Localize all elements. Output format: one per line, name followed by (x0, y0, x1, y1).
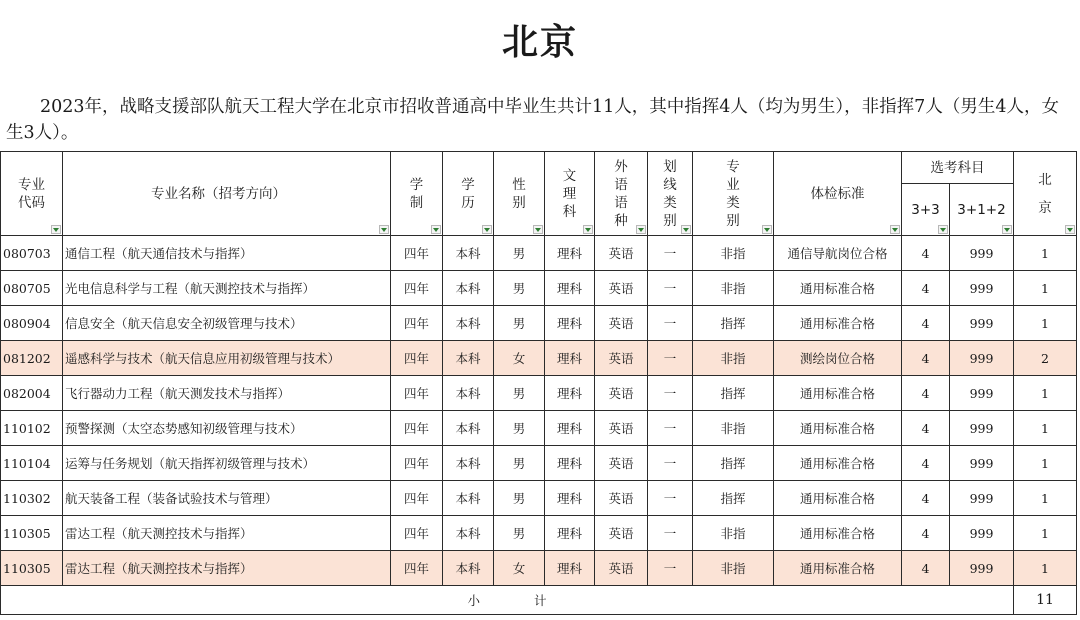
cell-code: 080904 (1, 306, 63, 341)
table-row (1, 551, 1077, 586)
cell-count: 1 (1014, 306, 1077, 341)
cell-code: 110102 (1, 411, 63, 446)
cell-gender: 女 (494, 341, 545, 376)
cell-count: 1 (1014, 271, 1077, 306)
cell-count: 1 (1014, 516, 1077, 551)
cell-count: 1 (1014, 236, 1077, 271)
cell-degree: 本科 (443, 446, 494, 481)
cell-line-type: 一 (648, 446, 693, 481)
page-title: 北京 (501, 22, 578, 63)
cell-length: 四年 (391, 271, 443, 306)
cell-gender: 女 (494, 551, 545, 586)
cell-health-standard: 通用标准合格 (774, 376, 902, 411)
admissions-table (0, 151, 1077, 615)
cell-degree: 本科 (443, 376, 494, 411)
cell-language: 英语 (595, 306, 648, 341)
cell-major-type: 指挥 (693, 446, 774, 481)
cell-3-1-2: 999 (950, 411, 1014, 446)
cell-language: 英语 (595, 481, 648, 516)
cell-length: 四年 (391, 376, 443, 411)
cell-count: 1 (1014, 411, 1077, 446)
cell-major-name: 预警探测（太空态势感知初级管理与技术） (63, 411, 391, 446)
cell-major-type: 非指 (693, 551, 774, 586)
cell-3-1-2: 999 (950, 481, 1014, 516)
cell-major-type: 非指 (693, 271, 774, 306)
cell-line-type: 一 (648, 481, 693, 516)
table-row (1, 411, 1077, 446)
cell-gender: 男 (494, 236, 545, 271)
cell-count: 1 (1014, 481, 1077, 516)
cell-health-standard: 通用标准合格 (774, 446, 902, 481)
cell-3-3: 4 (902, 236, 950, 271)
cell-count: 1 (1014, 551, 1077, 586)
cell-line-type: 一 (648, 376, 693, 411)
cell-length: 四年 (391, 341, 443, 376)
table-row (1, 236, 1077, 271)
cell-degree: 本科 (443, 271, 494, 306)
filter-dropdown-icon[interactable] (583, 225, 593, 234)
cell-language: 英语 (595, 376, 648, 411)
filter-dropdown-icon[interactable] (379, 225, 389, 234)
cell-code: 110305 (1, 551, 63, 586)
table-row (1, 306, 1077, 341)
cell-major-type: 指挥 (693, 376, 774, 411)
filter-dropdown-icon[interactable] (636, 225, 646, 234)
cell-count: 2 (1014, 341, 1077, 376)
cell-health-standard: 通用标准合格 (774, 411, 902, 446)
subtotal-row (1, 586, 1077, 615)
cell-3-1-2: 999 (950, 551, 1014, 586)
cell-3-1-2: 999 (950, 341, 1014, 376)
cell-degree: 本科 (443, 551, 494, 586)
header-subjects: 选考科目 (902, 152, 1014, 184)
filter-dropdown-icon[interactable] (533, 225, 543, 234)
cell-gender: 男 (494, 306, 545, 341)
cell-line-type: 一 (648, 306, 693, 341)
cell-3-3: 4 (902, 306, 950, 341)
header-3-1-2: 3+1+2 (950, 184, 1014, 236)
subtotal-label: 小 计 (1, 586, 1014, 615)
cell-length: 四年 (391, 551, 443, 586)
cell-line-type: 一 (648, 516, 693, 551)
cell-gender: 男 (494, 481, 545, 516)
subtotal-total: 11 (1014, 586, 1077, 615)
table-row (1, 341, 1077, 376)
cell-track: 理科 (545, 271, 595, 306)
header-count: 北京 (1014, 152, 1077, 236)
cell-health-standard: 通信导航岗位合格 (774, 236, 902, 271)
cell-track: 理科 (545, 411, 595, 446)
cell-language: 英语 (595, 516, 648, 551)
cell-length: 四年 (391, 411, 443, 446)
cell-major-name: 信息安全（航天信息安全初级管理与技术） (63, 306, 391, 341)
cell-major-name: 光电信息科学与工程（航天测控技术与指挥） (63, 271, 391, 306)
filter-dropdown-icon[interactable] (51, 225, 61, 234)
cell-3-3: 4 (902, 341, 950, 376)
filter-dropdown-icon[interactable] (482, 225, 492, 234)
cell-track: 理科 (545, 376, 595, 411)
cell-3-3: 4 (902, 551, 950, 586)
cell-language: 英语 (595, 551, 648, 586)
header-major-type: 专业类别 (693, 152, 774, 236)
cell-degree: 本科 (443, 516, 494, 551)
header-gender: 性别 (494, 152, 545, 236)
cell-degree: 本科 (443, 481, 494, 516)
cell-line-type: 一 (648, 411, 693, 446)
cell-language: 英语 (595, 446, 648, 481)
cell-3-3: 4 (902, 411, 950, 446)
table-row (1, 376, 1077, 411)
filter-dropdown-icon[interactable] (762, 225, 772, 234)
filter-dropdown-icon[interactable] (1065, 225, 1075, 234)
cell-track: 理科 (545, 481, 595, 516)
filter-dropdown-icon[interactable] (681, 225, 691, 234)
cell-gender: 男 (494, 446, 545, 481)
header-track: 文理科 (545, 152, 595, 236)
cell-code: 082004 (1, 376, 63, 411)
cell-3-1-2: 999 (950, 516, 1014, 551)
cell-line-type: 一 (648, 551, 693, 586)
cell-major-name: 运筹与任务规划（航天指挥初级管理与技术） (63, 446, 391, 481)
filter-dropdown-icon[interactable] (431, 225, 441, 234)
cell-gender: 男 (494, 411, 545, 446)
intro-paragraph: 2023年，战略支援部队航天工程大学在北京市招收普通高中毕业生共计11人，其中指挥4人（均为男生），非指挥7人（男生4人，女生3人）。 (6, 97, 1059, 143)
cell-gender: 男 (494, 516, 545, 551)
cell-health-standard: 通用标准合格 (774, 516, 902, 551)
cell-code: 110302 (1, 481, 63, 516)
cell-gender: 男 (494, 376, 545, 411)
cell-length: 四年 (391, 446, 443, 481)
cell-3-3: 4 (902, 376, 950, 411)
header-length: 学制 (391, 152, 443, 236)
cell-health-standard: 通用标准合格 (774, 481, 902, 516)
cell-major-type: 指挥 (693, 306, 774, 341)
cell-major-name: 飞行器动力工程（航天测发技术与指挥） (63, 376, 391, 411)
cell-3-3: 4 (902, 446, 950, 481)
cell-code: 110305 (1, 516, 63, 551)
cell-degree: 本科 (443, 411, 494, 446)
cell-language: 英语 (595, 271, 648, 306)
cell-language: 英语 (595, 341, 648, 376)
header-health: 体检标准 (774, 152, 902, 236)
cell-length: 四年 (391, 306, 443, 341)
table-row (1, 516, 1077, 551)
cell-3-1-2: 999 (950, 306, 1014, 341)
table-row (1, 271, 1077, 306)
cell-major-name: 航天装备工程（装备试验技术与管理） (63, 481, 391, 516)
cell-3-1-2: 999 (950, 446, 1014, 481)
cell-major-name: 雷达工程（航天测控技术与指挥） (63, 551, 391, 586)
cell-3-1-2: 999 (950, 236, 1014, 271)
cell-track: 理科 (545, 516, 595, 551)
cell-count: 1 (1014, 446, 1077, 481)
header-degree: 学历 (443, 152, 494, 236)
cell-track: 理科 (545, 341, 595, 376)
cell-line-type: 一 (648, 341, 693, 376)
cell-track: 理科 (545, 236, 595, 271)
cell-code: 081202 (1, 341, 63, 376)
table-row (1, 481, 1077, 516)
cell-length: 四年 (391, 481, 443, 516)
cell-track: 理科 (545, 551, 595, 586)
cell-code: 110104 (1, 446, 63, 481)
filter-dropdown-icon[interactable] (938, 225, 948, 234)
cell-language: 英语 (595, 236, 648, 271)
cell-track: 理科 (545, 306, 595, 341)
cell-line-type: 一 (648, 271, 693, 306)
cell-major-type: 非指 (693, 341, 774, 376)
cell-major-name: 雷达工程（航天测控技术与指挥） (63, 516, 391, 551)
header-code: 专业代码 (1, 152, 63, 236)
cell-health-standard: 通用标准合格 (774, 306, 902, 341)
header-language: 外语语种 (595, 152, 648, 236)
header-major: 专业名称（招考方向） (63, 152, 391, 236)
cell-3-3: 4 (902, 271, 950, 306)
cell-degree: 本科 (443, 341, 494, 376)
cell-count: 1 (1014, 376, 1077, 411)
cell-major-type: 指挥 (693, 481, 774, 516)
header-3-3: 3+3 (902, 184, 950, 236)
header-line-type: 划线类别 (648, 152, 693, 236)
cell-3-3: 4 (902, 481, 950, 516)
cell-major-type: 非指 (693, 516, 774, 551)
cell-major-name: 遥感科学与技术（航天信息应用初级管理与技术） (63, 341, 391, 376)
cell-code: 080703 (1, 236, 63, 271)
cell-language: 英语 (595, 411, 648, 446)
cell-degree: 本科 (443, 306, 494, 341)
cell-major-name: 通信工程（航天通信技术与指挥） (63, 236, 391, 271)
table-row (1, 446, 1077, 481)
cell-health-standard: 测绘岗位合格 (774, 341, 902, 376)
cell-gender: 男 (494, 271, 545, 306)
cell-health-standard: 通用标准合格 (774, 271, 902, 306)
filter-dropdown-icon[interactable] (890, 225, 900, 234)
filter-dropdown-icon[interactable] (1002, 225, 1012, 234)
cell-code: 080705 (1, 271, 63, 306)
cell-health-standard: 通用标准合格 (774, 551, 902, 586)
cell-length: 四年 (391, 516, 443, 551)
cell-3-1-2: 999 (950, 376, 1014, 411)
cell-track: 理科 (545, 446, 595, 481)
cell-major-type: 非指 (693, 411, 774, 446)
cell-degree: 本科 (443, 236, 494, 271)
cell-major-type: 非指 (693, 236, 774, 271)
cell-length: 四年 (391, 236, 443, 271)
cell-3-1-2: 999 (950, 271, 1014, 306)
cell-line-type: 一 (648, 236, 693, 271)
cell-3-3: 4 (902, 516, 950, 551)
